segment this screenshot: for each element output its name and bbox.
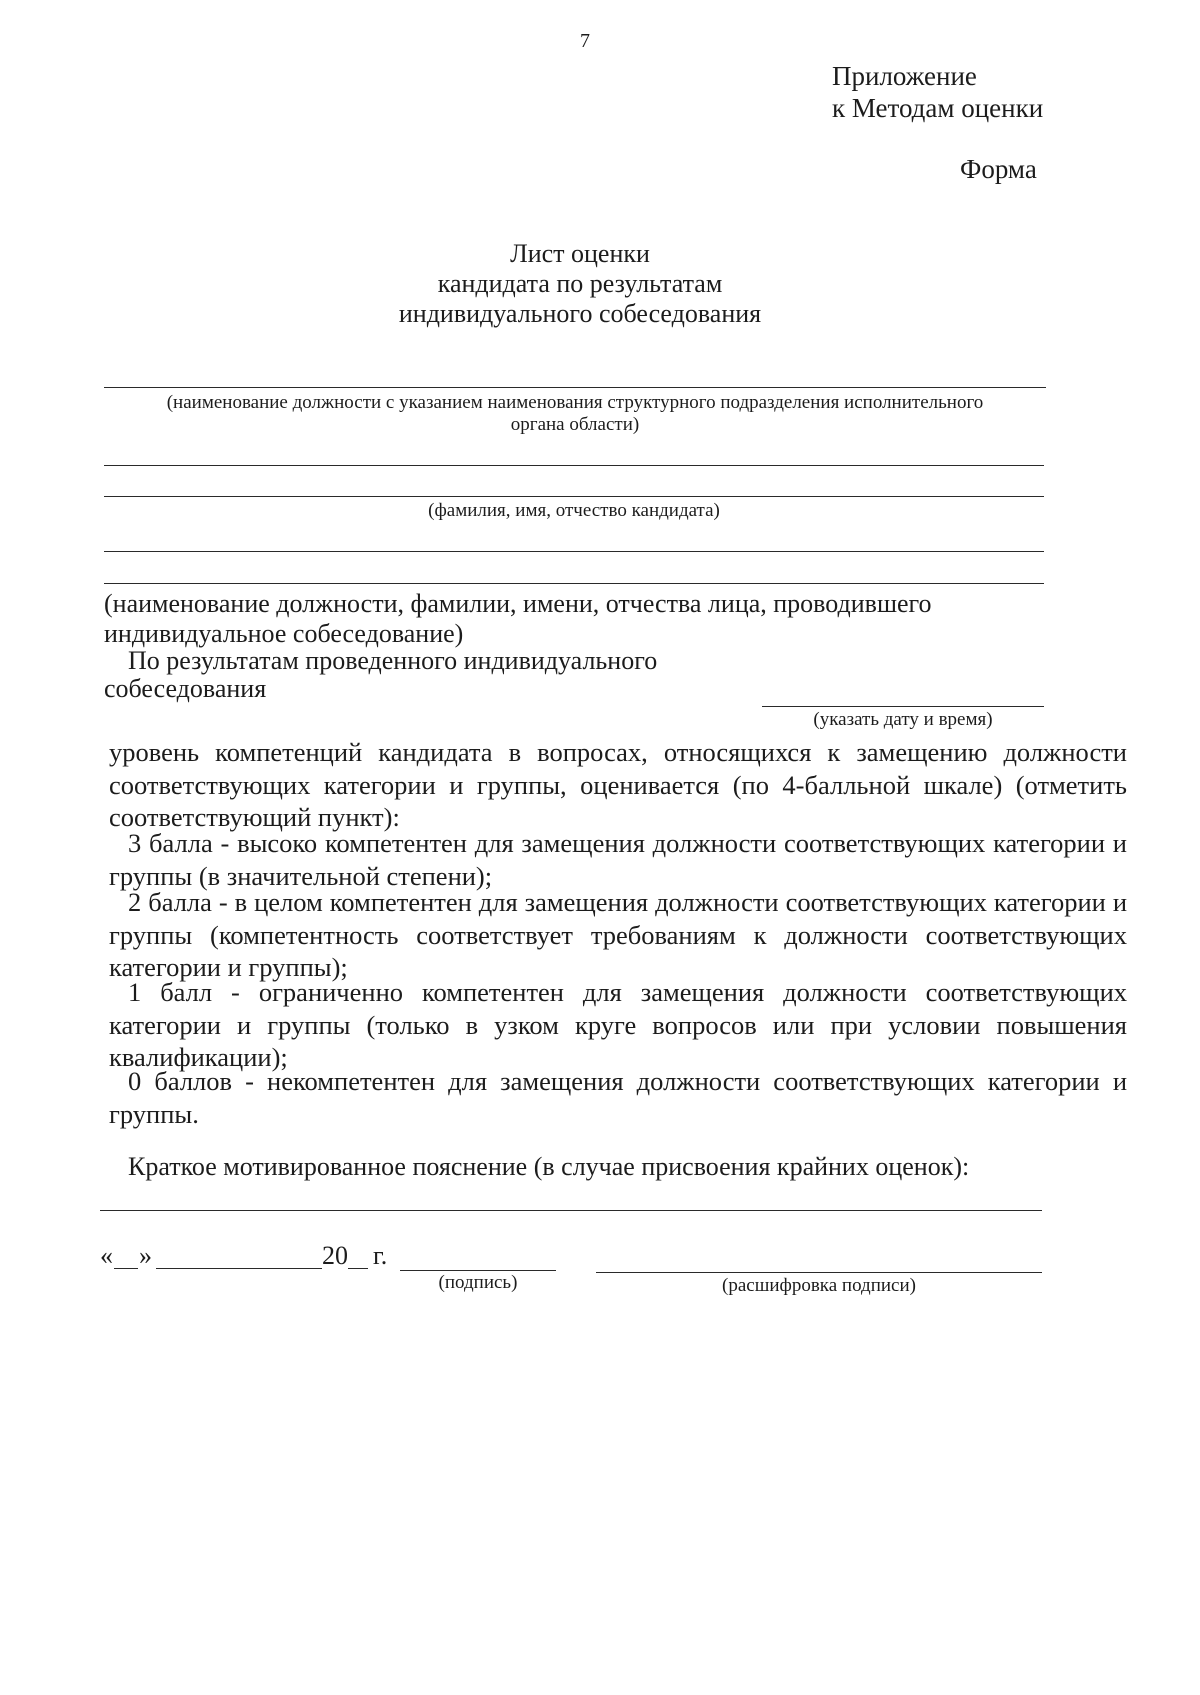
intro-line-2: собеседования bbox=[104, 674, 267, 703]
signature-decoding-input-line[interactable] bbox=[596, 1272, 1042, 1273]
explanation-input-line[interactable] bbox=[100, 1210, 1042, 1211]
position-input-line[interactable] bbox=[104, 387, 1046, 388]
interviewer-caption-2: индивидуальное собеседование) bbox=[104, 619, 464, 648]
title-line-1: Лист оценки bbox=[510, 239, 650, 268]
signature-caption: (подпись) bbox=[438, 1272, 518, 1293]
year-suffix: г. bbox=[373, 1241, 388, 1270]
appendix-line-2: к Методам оценки bbox=[832, 93, 1044, 123]
date-time-input-line[interactable] bbox=[762, 706, 1044, 707]
date-close-quote: » bbox=[139, 1241, 152, 1270]
score-item-3: 3 балла - высоко компетентен для замещения должности соответствующих категории и группы (в значительной степени); bbox=[109, 828, 1127, 891]
interviewer-caption-1: (наименование должности, фамилии, имени, отчества лица, проводившего bbox=[104, 589, 932, 618]
title-line-3: индивидуального собеседования bbox=[398, 299, 762, 328]
signature-decoding-caption: (расшифровка подписи) bbox=[722, 1275, 916, 1296]
form-label: Форма bbox=[960, 154, 1037, 184]
score-item-0: 0 баллов - некомпетентен для замещения должности соответствующих категории и группы. bbox=[109, 1066, 1127, 1129]
position-caption-2: органа области) bbox=[510, 414, 640, 435]
explanation-label: Краткое мотивированное пояснение (в случае присвоения крайних оценок): bbox=[128, 1152, 970, 1181]
title-line-2: кандидата по результатам bbox=[437, 269, 723, 298]
candidate-input-line-1[interactable] bbox=[104, 465, 1044, 466]
candidate-input-line-2[interactable] bbox=[104, 496, 1044, 497]
date-open-quote: « bbox=[100, 1241, 113, 1270]
year-prefix: 20 bbox=[322, 1241, 348, 1270]
interviewer-input-line-1[interactable] bbox=[104, 551, 1044, 552]
signature-input-line[interactable] bbox=[400, 1270, 556, 1271]
interviewer-input-line-2[interactable] bbox=[104, 583, 1044, 584]
candidate-name-caption: (фамилия, имя, отчество кандидата) bbox=[428, 500, 720, 521]
page-number: 7 bbox=[580, 30, 590, 52]
assessment-text: уровень компетенций кандидата в вопросах, относящихся к замещению должности соответствующих категории и группы, оценивается (по 4-балльной шкале) (отметить соответствующий пункт): bbox=[109, 737, 1127, 832]
appendix-line-1: Приложение bbox=[832, 61, 977, 91]
score-item-2: 2 балла - в целом компетентен для замещения должности соответствующих категории и группы (компетентность соответствует требованиям к должности соответствующих категории и группы); bbox=[109, 887, 1127, 982]
month-input-line[interactable] bbox=[156, 1268, 322, 1269]
position-caption-1: (наименование должности с указанием наименования структурного подразделения исполнительного bbox=[166, 392, 984, 413]
year-input-line[interactable] bbox=[348, 1268, 368, 1269]
date-time-caption: (указать дату и время) bbox=[813, 709, 993, 730]
day-input-line[interactable] bbox=[114, 1268, 138, 1269]
score-item-1: 1 балл - ограниченно компетентен для замещения должности соответствующих категории и группы (только в узком круге вопросов или при условии повышения квалификации); bbox=[109, 977, 1127, 1072]
intro-line-1: По результатам проведенного индивидуального bbox=[128, 646, 658, 675]
